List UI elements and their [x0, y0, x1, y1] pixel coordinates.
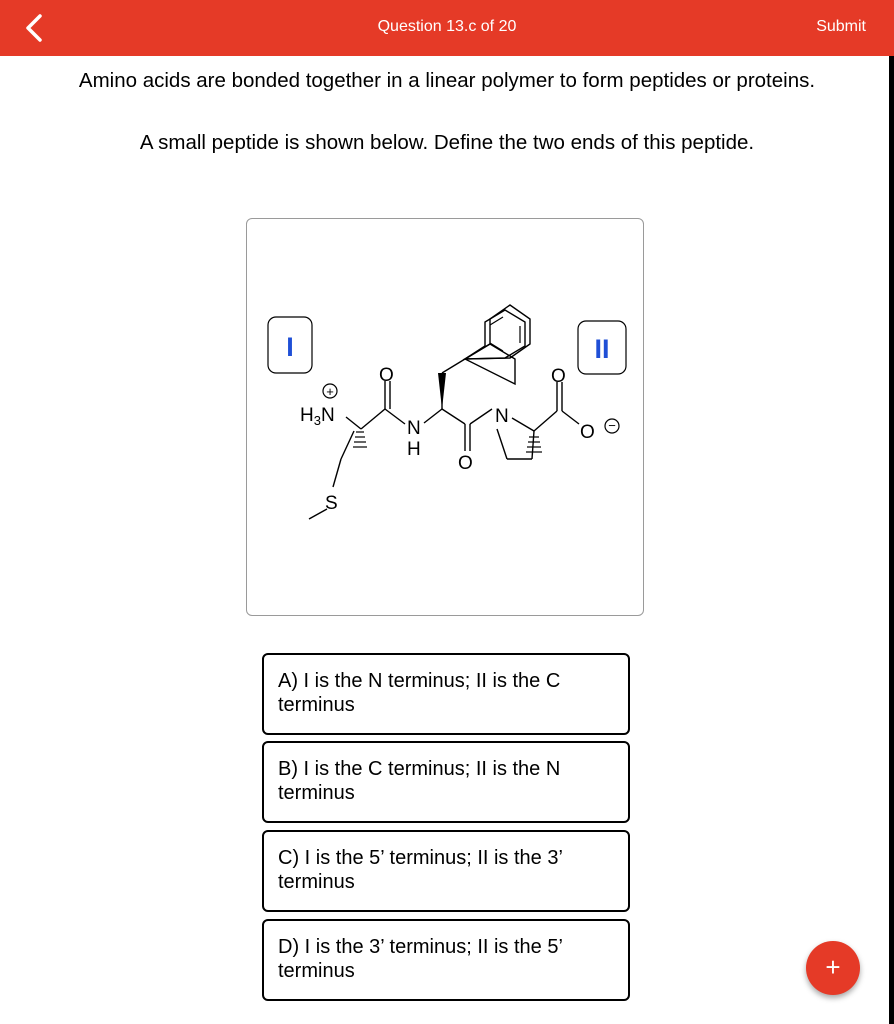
add-floating-button[interactable]: + — [806, 941, 860, 995]
atom-o-carbonyl-1: O — [379, 365, 394, 386]
submit-button[interactable]: Submit — [816, 18, 866, 35]
page-right-border — [889, 56, 894, 1024]
header-bar — [0, 0, 894, 56]
answer-option-d[interactable]: D) I is the 3’ terminus; II is the 5’ terminus — [262, 919, 630, 1001]
answer-option-a[interactable]: A) I is the N terminus; II is the C terminus — [262, 653, 630, 735]
terminus-label-i: I — [286, 332, 294, 362]
answer-option-b[interactable]: B) I is the C terminus; II is the N terminus — [262, 741, 630, 823]
question-intro: Amino acids are bonded together in a linear polymer to form peptides or proteins. — [78, 69, 816, 92]
atom-n-proline: N — [495, 406, 509, 427]
atom-o-carbonyl-2: O — [458, 453, 473, 474]
stereo-hash-bonds — [353, 432, 542, 452]
atom-h3n: $H_3N$ — [300, 405, 335, 428]
atom-o-carbonyl-3: O — [551, 366, 566, 387]
positive-charge-sign: + — [326, 384, 334, 399]
atom-n-amide: N — [407, 418, 421, 439]
question-counter: Question 13.c of 20 — [377, 18, 517, 35]
phenyl-ring-inner — [490, 317, 520, 351]
atom-s: S — [325, 493, 338, 514]
atom-o-carboxylate: O — [580, 422, 595, 443]
benzene-ring — [465, 305, 530, 384]
peptide-structure-diagram — [247, 219, 645, 617]
peptide-structure-panel — [246, 218, 644, 616]
negative-charge-sign: − — [608, 418, 616, 433]
stereo-wedge-bond — [438, 373, 446, 409]
question-prompt: A small peptide is shown below. Define the two ends of this peptide. — [139, 131, 755, 154]
answer-option-c[interactable]: C) I is the 5’ terminus; II is the 3’ terminus — [262, 830, 630, 912]
phenyl-ring — [465, 310, 525, 359]
atom-h-amide: H — [407, 439, 421, 460]
terminus-label-ii: II — [594, 334, 610, 364]
